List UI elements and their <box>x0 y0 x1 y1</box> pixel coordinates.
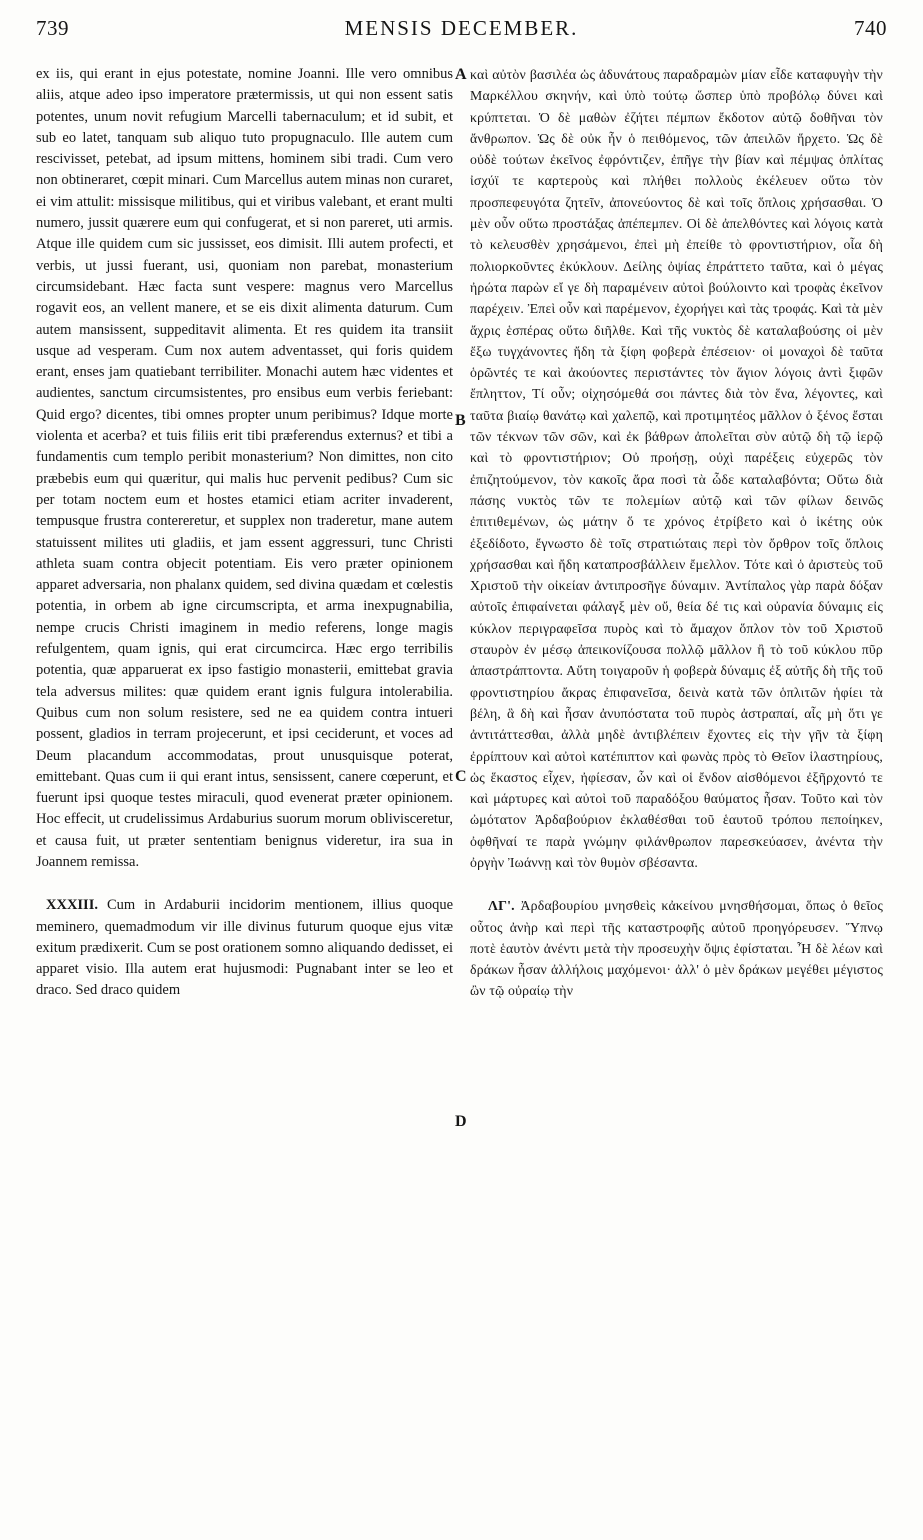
margin-marker-a: A <box>455 66 467 83</box>
greek-paragraph: καὶ αὐτὸν βασιλέα ὡς ἀδυνάτους παραδραμὼν μίαν εἶδε καταφυγὴν τὴν Μαρκέλλου σκηνήν, καὶ ὑπὸ τούτῳ ὥσπερ ὑπὸ προβόλῳ δύνει καὶ κρύπτεται. Ὁ δὲ μαθὼν ἐζήτει πέμπων ἔκδοτον αὐτῷ δοθῆναι τὸν ἄνθρωπον. Ὡς δὲ οὐκ ἦν ὁ πειθόμενος, τῶν ἀπειλῶν ἥρχετο. Ὡς δὲ οὐδὲ τούτων ἐκεῖνος ἐφρόντιζεν, ἐπῆγε τὴν βίαν καὶ πέμψας ὁπλίτας ἰσχύϊ τε καρτεροὺς καὶ πλήθει πολλοὺς ἐκέλευεν οὕτω τὸν προσπεφευγότα ζητεῖν, ἀπονεύοντος δὲ καὶ τοῖς ὅπλοις χρήσασθαι. Ὁ μὲν οὖν οὕτω προστάξας ἀπέπεμπεν. Οἱ δὲ ἀπελθόντες καὶ λόγοις κατὰ τὸ κελευσθὲν χρησάμενοι, ἐπεὶ μὴ ἐπείθε τὸ φροντιστήριον, οἷα δὴ πολιορκοῦντες ἐκύκλουν. Δείλης ὀψίας ἐπράττετο ταῦτα, καὶ ὁ μέγας ἠρώτα παρὼν εἴ γε δὴ παραμένειν αὐτοὶ βούλοιντο καὶ τροφὰς ἐκεῖνον παρέχειν. Ἐπεὶ οὖν καὶ παρέμενον, ἐχορήγει καὶ τὰς τροφάς. Καὶ τὰ μὲν ἄχρις ἑσπέρας οὕτω διῆλθε. Καὶ τῆς νυκτὸς δὲ καταλαβούσης οἱ μὲν ἔξω τυγχάνοντες ἤδη τὰ ξίφη φοβερὰ ἐπέσειον· οἱ μοναχοὶ δὲ ταῦτα ὁρῶντές τε καὶ ἀκούοντες περιστάντες τὸν ἅγιον λόγοις ἀντὶ ξιφῶν ἔπληττον, Τί οὖν; οἰχησόμεθά σοι πάντες διὰ τὸν ἕνα, λέγοντες, καὶ ταῦτα βιαίῳ θανάτῳ καὶ χαλεπῷ, καὶ προτιμητέος μᾶλλον ὁ ξένος ἔσται τῶν τέκνων τῶν σῶν, καὶ ἐκ βάθρων ἀπολεῖται σὺν αὐτῷ δὴ τῷ ἱερῷ καὶ τὸ φροντιστήριον; Οὐ προήσῃ, οὐχὶ παρέξεις εὐχερῶς τὸν ἐπιζητούμενον, τὸν κακοῖς ἄρα ποσὶ τὰ ὧδε καταλαβόντα; Οὕτω διὰ πάσης νυκτὸς τῶν τε πολεμίων αὐτῷ καὶ τῶν φίλων δεινῶς ἐπιτιθεμένων, ὡς μάτην ὅ τε χρόνος ἐτρίβετο καὶ ὁ ἱκέτης οὐκ ἐξεδίδοτο, ἔγνωστο δὲ τοῖς στρατιώταις περὶ τὸν ὄρθρον τοῖς ὅπλοις χρήσασθαι καὶ ἤδη καταπροσβάλλειν ἔμελλον. Τότε καὶ ὁ ἀριστεὺς τοῦ Χριστοῦ τὴν οἰκείαν ἀντιπροσῆγε δύναμιν. Ἀντίπαλος γὰρ παρὰ δόξαν αὐτοῖς ἐπιφαίνεται φάλαγξ μὲν οὔ, θεία δέ τις καὶ οὐρανία δύναμις εἰς κύκλον περιγραφεῖσα πυρὸς καὶ τὸ ἄμαχον ὅπλον τὸν τοῦ Χριστοῦ σταυρὸν ἐν μέσῳ ἀπεικονίζουσα πολλῷ μᾶλλον ἢ τὸ τοῦ κύκλου πῦρ ἀπαστράπτοντα. Αὕτη τοιγαροῦν ἡ φοβερὰ δύναμις ἐξ αὐτῆς δὴ τῆς τοῦ φροντιστηρίου ἄκρας ἐπιφανεῖσα, δεινὰ κατὰ τῶν ὁπλιτῶν ἡφίει τὰ βέλη, ἃ δὴ καὶ ἦσαν ἀνυπόστατα τοῦ πυρὸς ἀστραπαί, αἷς μὴ ὅτι γε ἀντιτάττεσθαι, ἀλλὰ μηδὲ ἀντιβλέπειν ἔχοντες εἰς τὴν γῆν τὰ ξίφη ἐρρίπτουν καὶ αὐτοὶ κατέπιπτον καὶ φωνὰς πρὸς τὸ Θεῖον ἱλαστηρίους, ὡς ἕκαστος εἶχεν, ἠφίεσαν, ὧν καὶ οἱ ἔνδον αἰσθόμενοι ἐξῆρχοντό τε καὶ μάρτυρες καὶ αὐτοὶ τοῦ παραδόξου θαύματος ἦσαν. Τοῦτο καὶ τὸν ὠμότατον Ἀρδαβούριον ἐκλαθέσθαι τοῦ ἑαυτοῦ τρόπου πεποίηκεν, ὀφθῆναί τε παρὰ γνώμην φιλάνθρωπον παρεσκεύασεν, ἀνέντα τὴν ὀργὴν Ἰωάννῃ καὶ τὸν θυμὸν σβέσαντα. <box>470 67 883 870</box>
latin-section-text: Cum in Ardaburii incidorim mentionem, illius quoque meminero, quemadmodum vir ille divinus futurum quoque ejus vitæ exitum prædixerit. Cum se post orationem somno aliquando dedisset, ei apparet visio. Illa autem erat hujusmodi: Pugnabant inter se leo et draco. Sed draco quidem <box>36 897 454 999</box>
running-title: MENSIS DECEMBER. <box>344 16 579 40</box>
latin-paragraph: ex iis, qui erant in ejus potestate, nomine Joanni. Ille vero omnibus aliis, atque adeo ipso imperatore prætermissis, ut qui non essent satis potentes, unum novit refugium Marcelli tabernaculum; et id subit, et sub eo latet, tanquam sub aliquo tuto propugnaculo. Ille autem cum rescivisset, petebat, ad ipsum mittens, hominem sibi tradi. Cum vero non obtineraret, cœpit minari. Cum Marcellus autem minas non curaret, ei vim attulit: missisque militibus, qui et viribus valebant, et erant multi numero, jussit quærere eum qui confugerat, et si non pareret, uti armis. Atque ille quidem cum sic jussisset, eos dimisit. Illi autem profecti, et verbis, ut jussi fuerant, usi, quoniam non parebat, monasterium circumsidebant. Hæc facta sunt vespere: magnus vero Marcellus rogavit eos, an vellent manere, et se eis dixit alimenta daturum. Cum autem mansissent, suppeditavit alimenta. Et res quidem ita transiit usque ad vesperam. Cum nox autem adventasset, qui foris quidem erant, enses jam quatiebant terribiliter. Monachi autem hæc videntes et audientes, sanctum circumsistentes, pro ensibus eum verbis feriebant: Quid ergo? dicentes, tibi omnes propter unum peribimus? Idque morte violenta et acerba? et tuis filiis erit tibi præferendus externus? et tibi a fundamentis cum templo peribit monasterium? Non dimittes, non cito præbebis eum qui quæritur, qui malis huc pervenit pedibus? Cum sic per totam noctem eum et hostes etamici etiam acriter invaderent, tempusque frustra contereretur, et supplex non traderetur, mane autem statuissent milites uti gladiis, et jam essent aggressuri, tunc Christi athleta suam contra objecit potentiam. Eis vero præter opinionem apparet adversaria, non phalanx quidem, sed divina quædam et cœlestis potentia, in orbem ab igne circumscripta, et arma inexpugnabilia, nempe crucis Christi imaginem in medio referens, longe magis refulgentem, quam ignis, qui erat circumcirca. Hæc ergo terribilis potentia, quæ apparuerat ex ipso fastigio monasterii, emittebat gravia tela adversus milites: quæ quidem erant ignis fulgura intolerabilia. Quibus cum non solum resistere, sed ne ea quidem contra intueri possent, gladios in terram projecerunt, et ipsi ceciderunt, et voces ad Deum placandum accommodatas, prout unusquisque poterat, emittebant. Quas cum ii qui erant intus, sensissent, canere cœperunt, et fuerunt ipsi quoque testes miraculi, quod evenerat præter opinionem. Hoc effecit, ut crudelissimus Ardaburius suorum morum oblivisceretur, et causa fuit, ut præter sententiam benignus videretur, ira sua in Joannem remissa. <box>36 66 453 870</box>
greek-column <box>470 64 883 1002</box>
page-number-left: 739 <box>36 16 69 40</box>
running-header <box>36 16 887 46</box>
page-number-right: 740 <box>854 16 887 40</box>
margin-marker-c: C <box>455 768 467 785</box>
latin-section-number: XXXIII. <box>46 897 98 914</box>
greek-section-text: Ἀρδαβουρίου μνησθεὶς κἀκείνου μνησθήσομαι, ὅπως ὁ θεῖος οὗτος ἀνὴρ καὶ περὶ τῆς καταστροφῆς αὐτοῦ προηγόρευσεν. Ὕπνῳ ποτὲ ἑαυτὸν ἀνέντι μετὰ τὴν προσευχὴν ὄψις ἐφίσταται. Ἦ δὲ λέων καὶ δράκων ἦσαν ἀλλήλοις μαχόμενοι· ἀλλ' ὁ μὲν δράκων μεγέθει μέγιστος ὢν τῷ οὐραίῳ τὴν <box>470 898 883 999</box>
margin-marker-b: B <box>455 412 466 429</box>
latin-section-paragraph <box>36 895 453 1001</box>
greek-section-number: ΛΓ'. <box>488 898 515 914</box>
greek-section-paragraph <box>470 895 883 1001</box>
margin-marker-d: D <box>455 1113 467 1130</box>
latin-column <box>36 64 453 1002</box>
